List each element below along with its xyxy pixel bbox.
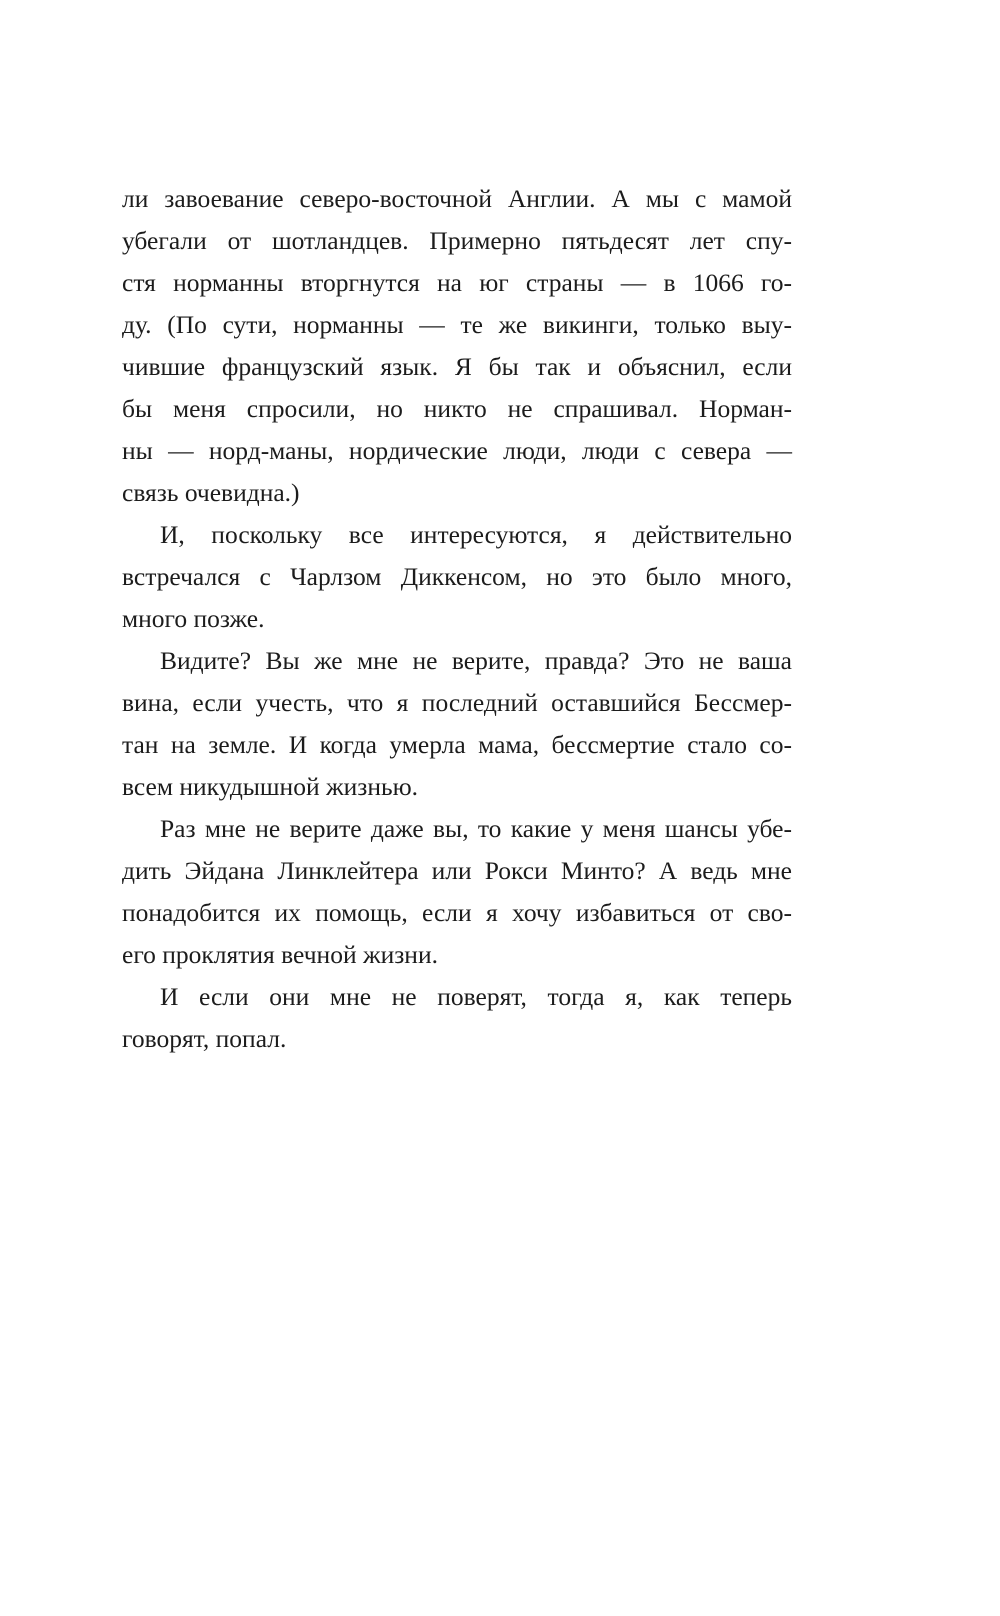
body-text: [122, 178, 792, 1060]
text-line: ны — норд-маны, нордические люди, люди с севера —: [122, 436, 792, 465]
text-line: убегали от шотландцев. Примерно пятьдесят лет спу-: [122, 226, 792, 255]
text-line: ду. (По сути, норманны — те же викинги, только выу-: [122, 310, 792, 339]
text-line: вина, если учесть, что я последний оставшийся Бессмер-: [122, 688, 792, 717]
text-line: его проклятия вечной жизни.: [122, 940, 438, 969]
text-line: много позже.: [122, 604, 265, 633]
paragraph: [122, 640, 792, 808]
paragraph: [122, 976, 792, 1060]
text-line: говорят, попал.: [122, 1024, 287, 1053]
text-line: дить Эйдана Линклейтера или Рокси Минто? А ведь мне: [122, 856, 792, 885]
text-line: ли завоевание северо-восточной Англии. А мы с мамой: [122, 184, 792, 213]
text-line: чившие французский язык. Я бы так и объяснил, если: [122, 352, 792, 381]
text-line: связь очевидна.): [122, 478, 300, 507]
text-line: Раз мне не верите даже вы, то какие у меня шансы убе-: [160, 814, 792, 843]
text-line: встречался с Чарлзом Диккенсом, но это было много,: [122, 562, 792, 591]
paragraph: [122, 514, 792, 640]
text-line: стя норманны вторгнутся на юг страны — в 1066 го-: [122, 268, 792, 297]
text-line: понадобится их помощь, если я хочу избавиться от сво-: [122, 898, 792, 927]
text-line: И если они мне не поверят, тогда я, как теперь: [160, 982, 792, 1011]
text-line: всем никудышной жизнью.: [122, 772, 419, 801]
text-line: бы меня спросили, но никто не спрашивал. Норман-: [122, 394, 792, 423]
paragraph: [122, 808, 792, 976]
paragraph: [122, 178, 792, 514]
text-line: тан на земле. И когда умерла мама, бессмертие стало со-: [122, 730, 792, 759]
text-line: Видите? Вы же мне не верите, правда? Это не ваша: [160, 646, 792, 675]
text-line: И, поскольку все интересуются, я действительно: [160, 520, 792, 549]
